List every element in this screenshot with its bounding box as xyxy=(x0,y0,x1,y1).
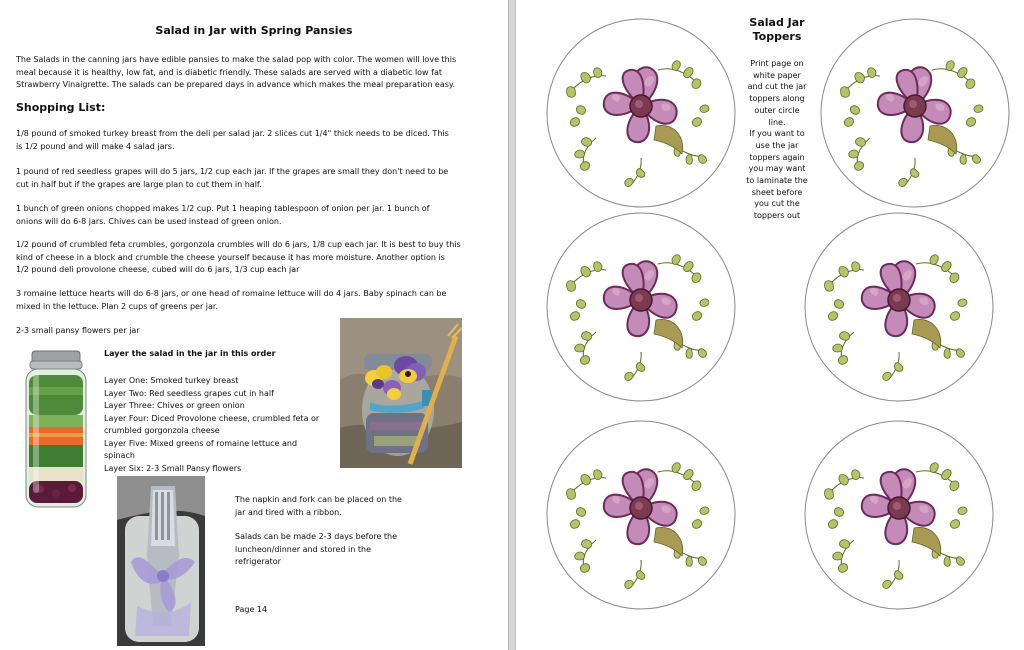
shopping-heading: Shopping List: xyxy=(16,101,106,114)
shopping-item-line: is 1/2 pound and will make 4 salad jars. xyxy=(16,141,175,151)
shopping-item-line: 3 romaine lettuce hearts will do 6-8 jars, or one head of romaine lettuce will do 4 jars. Baby spinach can be xyxy=(16,289,447,298)
jar-topper-circle xyxy=(804,212,994,402)
shopping-item-line: onions will do 6-8 jars. Chives can be used instead of green onion. xyxy=(16,216,282,226)
pansy-flower-icon xyxy=(546,420,736,610)
shopping-item-line: kind of cheese in a block and crumble the cheese yourself because it has more moisture. Another option is xyxy=(16,252,445,262)
instruction-line: sheet before xyxy=(751,187,803,197)
layer-heading: Layer the salad in the jar in this order xyxy=(104,349,276,358)
instruction-line: you cut the xyxy=(754,199,800,209)
toppers-title-line: Toppers xyxy=(752,30,802,43)
shopping-item-line: mixed in the lettuce. Plan 2 cups of greens per jar. xyxy=(16,301,219,311)
jar-topper-circle xyxy=(820,18,1010,208)
pansy-flower-icon xyxy=(804,212,994,402)
page-gutter xyxy=(508,0,516,650)
left-document-page xyxy=(0,0,508,650)
intro-line: Strawberry Vinaigrette. The salads can be prepared days in advance which makes the meal preparation easy. xyxy=(16,80,456,89)
instruction-line: If you want to xyxy=(749,129,805,139)
salad-jar-photo xyxy=(20,349,92,511)
layer-line: crumbled gorgonzola cheese xyxy=(104,426,220,435)
instruction-line: white paper xyxy=(753,70,801,80)
pansy-flower-icon xyxy=(804,420,994,610)
page-number: Page 14 xyxy=(235,605,268,614)
instruction-line: line. xyxy=(768,117,786,127)
layer-line: Layer Three: Chives or green onion xyxy=(104,401,245,410)
toppers-instructions xyxy=(742,58,812,222)
shopping-item-line: 1 pound of red seedless grapes will do 5 jars, 1/2 cup each jar. If the grapes are small they don't need to be xyxy=(16,167,449,176)
shopping-item-line: 1/2 pound deli provolone cheese, cubed will do 6 jars, 1/3 cup each jar xyxy=(16,265,300,274)
instruction-line: toppers along xyxy=(749,94,805,104)
jar-topper-circle xyxy=(546,420,736,610)
layer-line: Layer Five: Mixed greens of romaine lettuce and xyxy=(104,438,298,448)
toppers-title-line: Salad Jar xyxy=(749,16,805,29)
pansy-flower-icon xyxy=(546,18,736,208)
jar-topper-circle xyxy=(804,420,994,610)
instruction-line: use the jar xyxy=(755,140,799,150)
instruction-line: toppers out xyxy=(753,211,801,221)
layer-line: Layer One: Smoked turkey breast xyxy=(104,376,239,385)
advance-line: Salads can be made 2-3 days before the xyxy=(235,532,398,541)
advance-line: refrigerator xyxy=(235,557,281,566)
jar-topper-circle xyxy=(546,212,736,402)
shopping-item-line: 1 bunch of green onions chopped makes 1/2 cup. Put 1 heaping tablespoon of onion per jar. 1 bunch of xyxy=(16,204,430,213)
napkin-line: The napkin and fork can be placed on the xyxy=(235,495,402,504)
toppers-title xyxy=(744,16,810,44)
instruction-line: Print page on xyxy=(750,59,804,68)
jar-topper-circle xyxy=(546,18,736,208)
pansy-note: 2-3 small pansy flowers per jar xyxy=(16,326,140,335)
page-title: Salad in Jar with Spring Pansies xyxy=(155,24,353,37)
layer-line: Layer Four: Diced Provolone cheese, crumbled feta or xyxy=(104,413,320,423)
shopping-item-line: 1/2 pound of crumbled feta crumbles, gorgonzola crumbles will do 6 jars, 1/8 cup each jar. It is best to buy this xyxy=(16,240,461,249)
intro-line: meal because it is healthy, low fat, and is diabetic friendly. These salads are served with a diabetic low fat xyxy=(16,67,442,77)
shopping-item-line: cut in half but if the grapes are large plan to cut them in half. xyxy=(16,179,262,189)
instruction-line: and cut the jar xyxy=(747,82,807,92)
instruction-line: outer circle xyxy=(754,105,800,115)
pansy-flower-icon xyxy=(546,212,736,402)
layer-line: Layer Six: 2-3 Small Pansy flowers xyxy=(104,463,242,473)
pansy-flower-icon xyxy=(820,18,1010,208)
napkin-fork-photo xyxy=(117,476,205,646)
right-document-page xyxy=(516,0,1024,650)
napkin-line: jar and tired with a ribbon. xyxy=(235,507,342,517)
instruction-line: toppers again xyxy=(749,152,805,162)
shopping-item-line: 1/8 pound of smoked turkey breast from the deli per salad jar. 2 slices cut 1/4" thick needs to be diced. This xyxy=(16,129,449,138)
layer-line: Layer Two: Red seedless grapes cut in half xyxy=(104,388,274,398)
instruction-line: you may want xyxy=(748,164,806,174)
instruction-line: to laminate the xyxy=(746,176,808,186)
layer-line: spinach xyxy=(104,451,135,460)
pansy-jar-photo xyxy=(340,318,462,468)
advance-line: luncheon/dinner and stored in the xyxy=(235,544,372,554)
intro-line: The Salads in the canning jars have edible pansies to make the salad pop with color. The women will love this xyxy=(16,55,457,64)
